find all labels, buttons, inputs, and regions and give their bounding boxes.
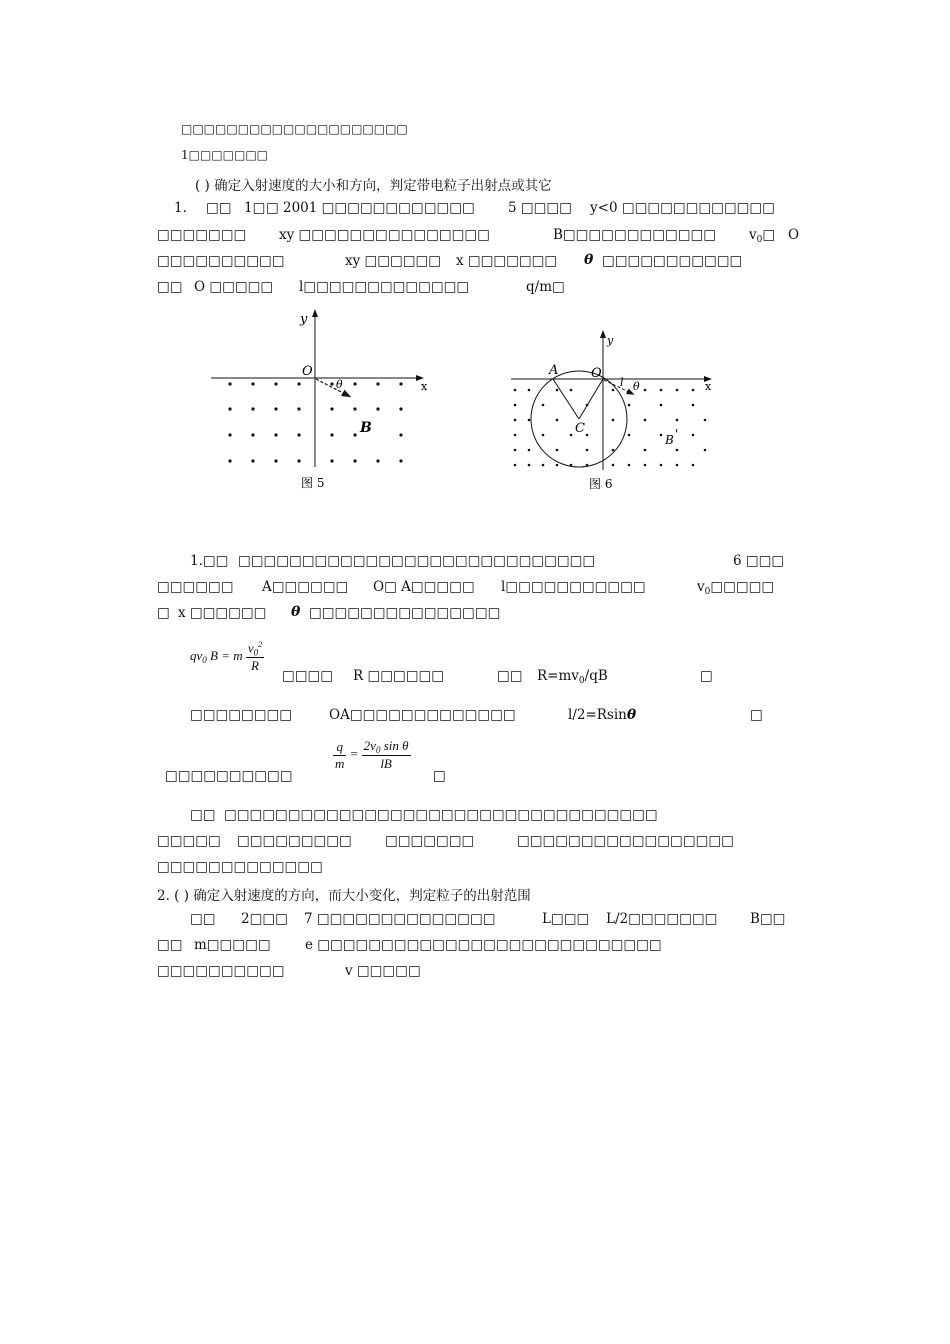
text-segment: □□□□□□□ xyxy=(385,833,475,849)
text-segment: □□□□□□□□□□□□□ xyxy=(157,859,323,875)
text-segment: O□ A□□□□□ xyxy=(373,579,475,595)
subscript: 0 xyxy=(578,676,585,686)
subscript: 0 xyxy=(704,587,711,597)
text-segment: y<0 □□□□□□□□□□□□ xyxy=(590,200,775,216)
text-segment: e □□□□□□□□□□□□□□□□□□□□□□□□□□□ xyxy=(305,937,662,953)
subscript: 0 xyxy=(253,647,259,658)
text-segment: 1.□□ xyxy=(190,553,229,569)
formula-charge-mass-ratio xyxy=(333,738,411,772)
text-segment: □ xyxy=(433,768,446,784)
formula-lorentz xyxy=(190,640,264,674)
subscript: 0 xyxy=(756,235,763,245)
text-segment: □□ xyxy=(497,668,523,684)
radius-co xyxy=(579,379,603,419)
label-theta: θ xyxy=(336,378,343,391)
text-segment: v □□□□□ xyxy=(345,963,421,979)
text-segment: □ xyxy=(700,668,713,684)
text-segment: □ xyxy=(157,605,170,621)
numerator xyxy=(246,640,264,658)
label-y: y xyxy=(607,334,614,347)
text-segment xyxy=(697,579,774,597)
figure-caption: 图 5 xyxy=(301,476,325,490)
text-segment: L□□□ xyxy=(542,911,590,927)
problem-number: 1. xyxy=(174,200,187,216)
formula-text: B = m xyxy=(210,648,243,664)
figure-6-diagram xyxy=(505,330,720,500)
text-line-1: □□□□□□□□□□□□□□□□□□□□ xyxy=(181,122,408,136)
formula-text: /qB xyxy=(584,668,608,684)
denominator: R xyxy=(251,658,259,674)
label-x: x xyxy=(421,380,428,393)
denominator: m xyxy=(335,755,345,771)
text-segment: xy □□□□□□□□□□□□□□□ xyxy=(279,227,490,243)
figure-caption: 图 6 xyxy=(589,477,613,491)
text-segment: □□ xyxy=(190,807,216,823)
text-segment: L/2□□□□□□□ xyxy=(606,911,718,927)
numerator: q xyxy=(333,739,346,756)
formula-text: 2v xyxy=(363,738,376,753)
text-segment: □□□□□ xyxy=(157,833,221,849)
theta-symbol: θ xyxy=(291,604,301,620)
figure-5-diagram xyxy=(205,305,435,500)
text-line-2: 1□□□□□□□ xyxy=(181,148,268,162)
label-x: x xyxy=(705,380,712,393)
text-segment: □□□□□ xyxy=(710,579,775,595)
v-symbol: v xyxy=(749,227,757,243)
subscript: 0 xyxy=(202,655,207,666)
text-segment: 2□□□ xyxy=(241,911,288,927)
section-heading-2: 2. ( ) 确定入射速度的方向，而大小变化，判定粒子的出射范围 xyxy=(157,888,531,904)
subscript: 0 xyxy=(375,745,381,755)
text-segment: □□□□□□□□□□□□□□□□□ xyxy=(517,833,734,849)
radius-ca xyxy=(553,379,579,419)
theta-symbol: θ xyxy=(584,252,594,268)
text-segment: □□□□□□□□□□ xyxy=(165,768,293,784)
text-segment: 5 □□□□ xyxy=(508,200,572,216)
label-b: B xyxy=(665,433,674,447)
text-segment: R □□□□□□ xyxy=(353,668,444,684)
fraction xyxy=(333,739,346,772)
text-segment: O xyxy=(788,227,800,243)
text-segment: □□□□□□□□ xyxy=(190,707,293,723)
label-theta: θ xyxy=(633,380,640,393)
section-heading-1: ( ) 确定入射速度的大小和方向，判定带电粒子出射点或其它 xyxy=(195,178,552,194)
text-segment: l□□□□□□□□□□□ xyxy=(501,579,646,595)
label-b: B xyxy=(360,420,372,436)
text-segment: □□□□□□□□□ xyxy=(237,833,352,849)
text-segment: □□ xyxy=(190,911,216,927)
text-segment: □□□□□□□□□□□□□□□□□□□□□□□□□□□□ xyxy=(238,553,596,569)
formula-text: qv xyxy=(190,648,203,664)
text-segment: □□□□□□□□□□□□□□□ xyxy=(309,605,501,621)
formula-text: R=mv xyxy=(537,668,579,684)
label-a: A xyxy=(549,363,559,378)
figure-6 xyxy=(505,330,720,500)
text-segment: □□□□□□□□□□□□□□□□□□□□□□□□□□□□□□□□□□ xyxy=(224,807,658,823)
label-origin: O xyxy=(302,364,313,379)
text-segment: B□□ xyxy=(750,911,786,927)
text-segment xyxy=(568,707,636,723)
text-segment: □□□□□□□□□□ xyxy=(157,253,285,269)
text-segment: □□ xyxy=(157,279,183,295)
figure-5 xyxy=(205,305,435,500)
text-segment: A□□□□□□ xyxy=(262,579,349,595)
text-segment: □□□□□□□□□□ xyxy=(157,963,285,979)
formula-text: v xyxy=(247,640,254,656)
superscript: 2 xyxy=(258,640,263,649)
text-segment: 7 □□□□□□□□□□□□□□ xyxy=(304,911,496,927)
numerator xyxy=(362,738,411,756)
fraction xyxy=(362,738,411,772)
label-y: y xyxy=(300,312,308,327)
text-segment: x □□□□□□□ xyxy=(456,253,558,269)
label-origin: O xyxy=(591,366,602,381)
text-segment: □□□□□□□ xyxy=(157,227,247,243)
text-segment: O □□□□□ xyxy=(194,279,274,295)
text-segment xyxy=(537,668,608,686)
text-segment: □□ xyxy=(157,937,183,953)
text-segment: x □□□□□□ xyxy=(178,605,267,621)
text-segment: □□ xyxy=(206,200,232,216)
label-c: C xyxy=(575,421,585,436)
text-segment: m□□□□□ xyxy=(194,937,271,953)
text-segment: □ xyxy=(750,707,763,723)
text-segment: □□□□□□ xyxy=(157,579,234,595)
formula-text: sin θ xyxy=(380,738,409,753)
formula-text: = xyxy=(349,745,359,761)
text-segment: q/m□ xyxy=(526,279,565,295)
text-segment: OA□□□□□□□□□□□□□ xyxy=(329,707,516,723)
text-segment: □ xyxy=(762,227,776,243)
text-segment: l□□□□□□□□□□□□□ xyxy=(299,279,470,295)
label-l: l xyxy=(620,376,624,389)
text-segment: 1□ xyxy=(244,200,266,216)
denominator: lB xyxy=(380,756,392,771)
text-segment: 6 □□□ xyxy=(733,553,785,569)
text-segment: 2001 □□□□□□□□□□□□ xyxy=(283,200,475,216)
v-symbol: v xyxy=(697,579,705,595)
text-segment: □ xyxy=(266,200,279,216)
text-segment: □□□□□□□□□□□ xyxy=(602,253,743,269)
text-segment xyxy=(749,227,775,245)
fraction xyxy=(246,640,264,674)
text-segment: □□□□ xyxy=(282,668,334,684)
text-segment: B□□□□□□□□□□□□ xyxy=(553,227,716,243)
formula-text: l/2=Rsin xyxy=(568,707,627,723)
label-b-prime: ' xyxy=(675,427,679,441)
theta-symbol: θ xyxy=(626,707,637,723)
text-segment: xy □□□□□□ xyxy=(345,253,442,269)
